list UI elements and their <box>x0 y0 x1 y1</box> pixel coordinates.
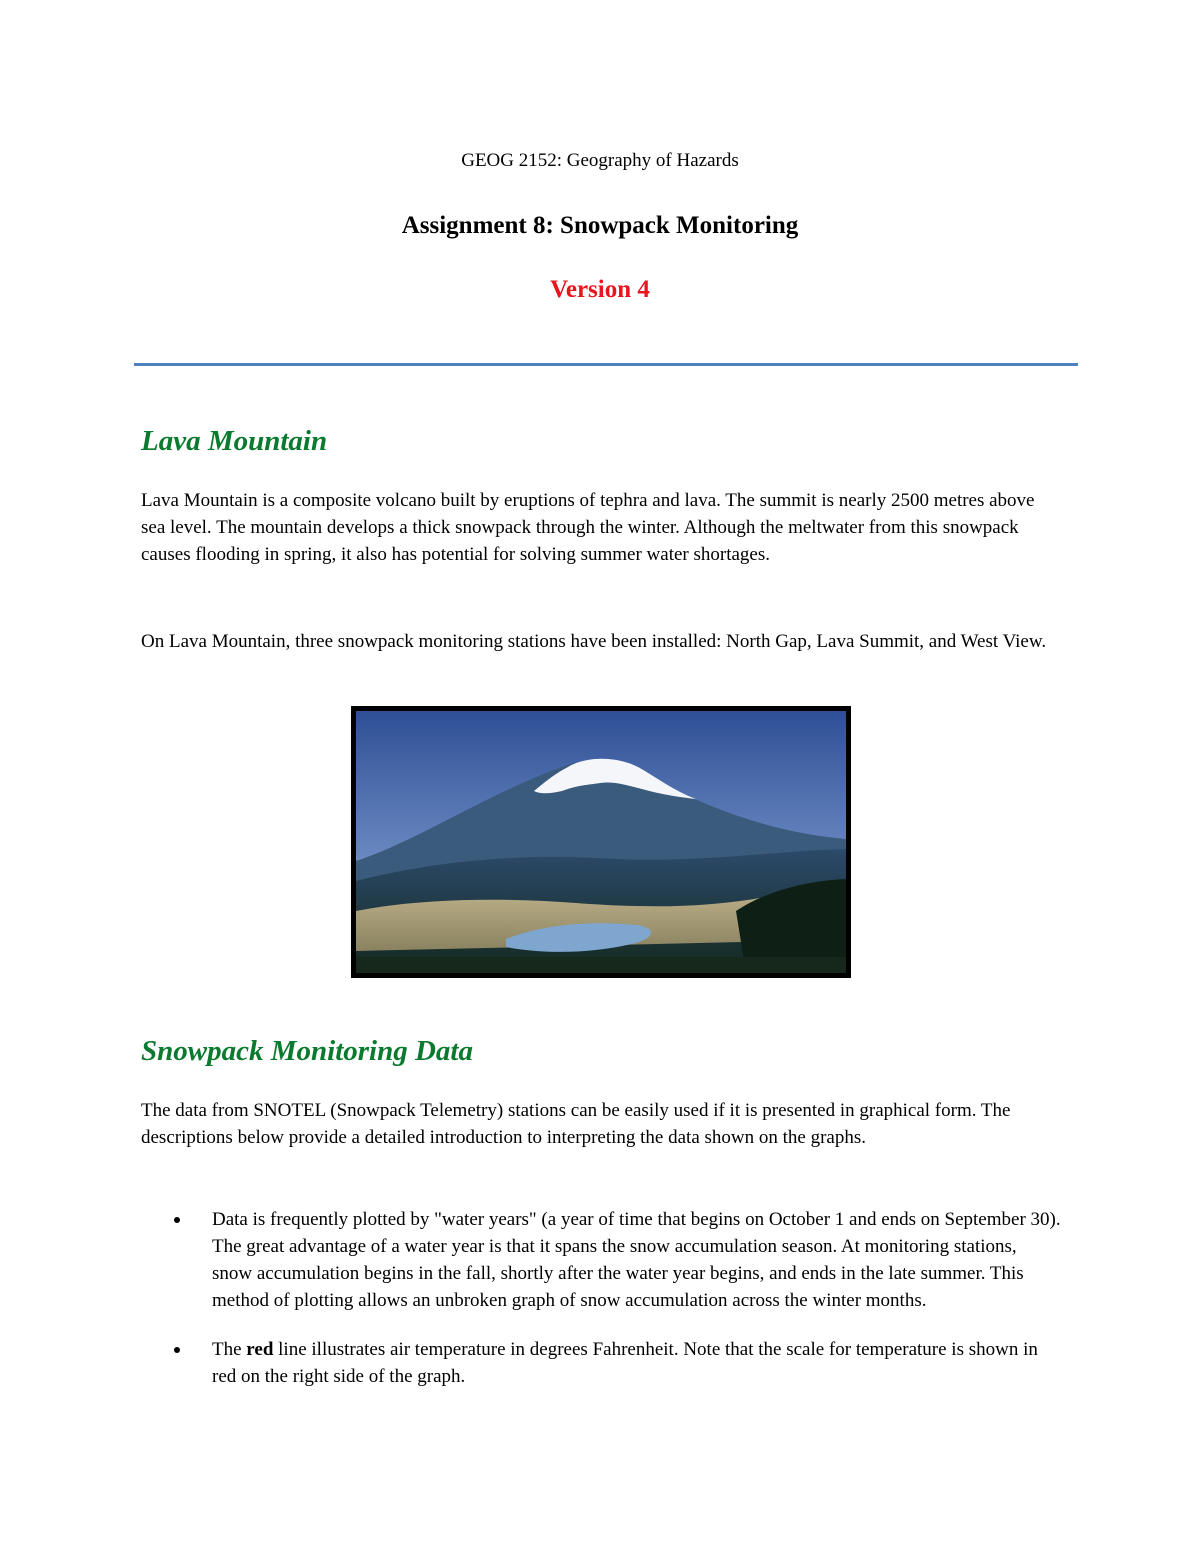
description-list <box>141 1206 1061 1412</box>
bullet-icon <box>174 1347 180 1353</box>
assignment-title: Assignment 8: Snowpack Monitoring <box>401 212 799 239</box>
header-divider <box>134 363 1078 366</box>
stations-paragraph: On Lava Mountain, three snowpack monitoring stations have been installed: North Gap, Lava Summit, and West View. <box>141 631 1047 652</box>
lava-mountain-paragraph: Lava Mountain is a composite volcano built by eruptions of tephra and lava. The summit is nearly 2500 metres above sea level. The mountain develops a thick snowpack through the winter. Although the meltwater from this snowpack causes flooding in spring, it also has potential for solving summer water shortages. <box>141 490 1035 565</box>
section-heading-lava-mountain: Lava Mountain <box>141 425 328 457</box>
red-line-bullet-pre: The <box>212 1339 247 1360</box>
version-label: Version 4 <box>550 276 650 303</box>
red-emphasis: red <box>246 1339 274 1360</box>
course-title: GEOG 2152: Geography of Hazards <box>461 150 739 171</box>
red-line-bullet-post: line illustrates air temperature in degrees Fahrenheit. Note that the scale for temperature is shown in red on the right side of the graph. <box>212 1339 1038 1387</box>
bullet-icon <box>174 1217 180 1223</box>
snotel-intro-paragraph: The data from SNOTEL (Snowpack Telemetry) stations can be easily used if it is presented in graphical form. The descriptions below provide a detailed introduction to interpreting the data shown on the graphs. <box>141 1100 1011 1148</box>
section-heading-snowpack-data: Snowpack Monitoring Data <box>141 1035 473 1067</box>
list-item <box>141 1206 1061 1314</box>
list-item <box>141 1336 1061 1390</box>
mountain-photo <box>351 706 851 978</box>
water-year-bullet-text: Data is frequently plotted by "water years" (a year of time that begins on October 1 and ends on September 30). The great advantage of a water year is that it spans the snow accumulation season. At monitoring stations, snow accumulation begins in the fall, shortly after the water year begins, and ends in the late summer. This method of plotting allows an unbroken graph of snow accumulation across the winter months. <box>212 1209 1061 1311</box>
